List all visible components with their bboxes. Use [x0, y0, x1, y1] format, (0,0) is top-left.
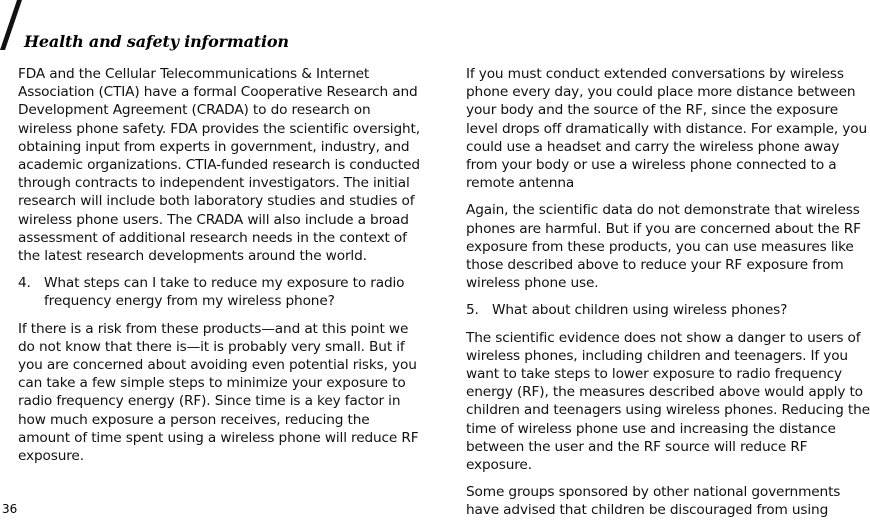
left-column	[18, 65, 422, 474]
answer-paragraph: If there is a risk from these products—and at this point we do not know that there is—it is probably very small. But if you are concerned about avoiding even potential risks, you can take a few simple steps to minimize your exposure to radio frequency energy (RF). Since time is a key factor in how much exposure a person receives, reducing the amount of time spent using a wireless phone will reduce RF exposure.	[18, 320, 419, 465]
question-text: What steps can I take to reduce my exposure to radio frequency energy from my wireless phone?	[44, 275, 405, 310]
governments-paragraph: Some groups sponsored by other national governments have advised that children be discouraged from using	[466, 484, 841, 519]
question-number: 5.	[466, 302, 479, 319]
section-title: Health and safety information	[24, 32, 289, 51]
evidence-paragraph: Again, the scientific data do not demonstrate that wireless phones are harmful. But if you are concerned about the RF exposure from these products, you can use measures like those described above to reduce your RF exposure from wireless phone use.	[466, 202, 861, 292]
children-paragraph: The scientific evidence does not show a danger to users of wireless phones, including children and teenagers. If you want to take steps to lower exposure to radio frequency energy (RF), the measures described above would apply to children and teenagers using wireless phones. Reducing the time of wireless phone use and increasing the distance between the user and the RF source will reduce RF exposure.	[466, 329, 870, 474]
page-number: 36	[2, 502, 18, 516]
intro-paragraph: FDA and the Cellular Telecommunications & Internet Association (CTIA) have a formal Cooperative Research and Development Agreement (CRADA) to do research on wireless phone safety. FDA provides the scientific oversight, obtaining input from experts in government, industry, and academic organizations. CTIA-funded research is conducted through contracts to independent investigators. The initial research will include both laboratory studies and studies of wireless phone users. The CRADA will also include a broad assessment of additional research needs in the context of the latest research developments around the world.	[18, 66, 420, 265]
question-4	[18, 274, 422, 310]
header-accent-bar	[0, 0, 22, 50]
question-5	[466, 301, 870, 319]
question-number: 4.	[18, 275, 31, 292]
right-column	[466, 65, 870, 529]
question-text: What about children using wireless phones?	[492, 302, 788, 319]
distance-paragraph: If you must conduct extended conversations by wireless phone every day, you could place more distance between your body and the source of the RF, since the exposure level drops off dramatically with distance. For example, you could use a headset and carry the wireless phone away from your body or use a wireless phone connected to a remote antenna	[466, 66, 867, 192]
